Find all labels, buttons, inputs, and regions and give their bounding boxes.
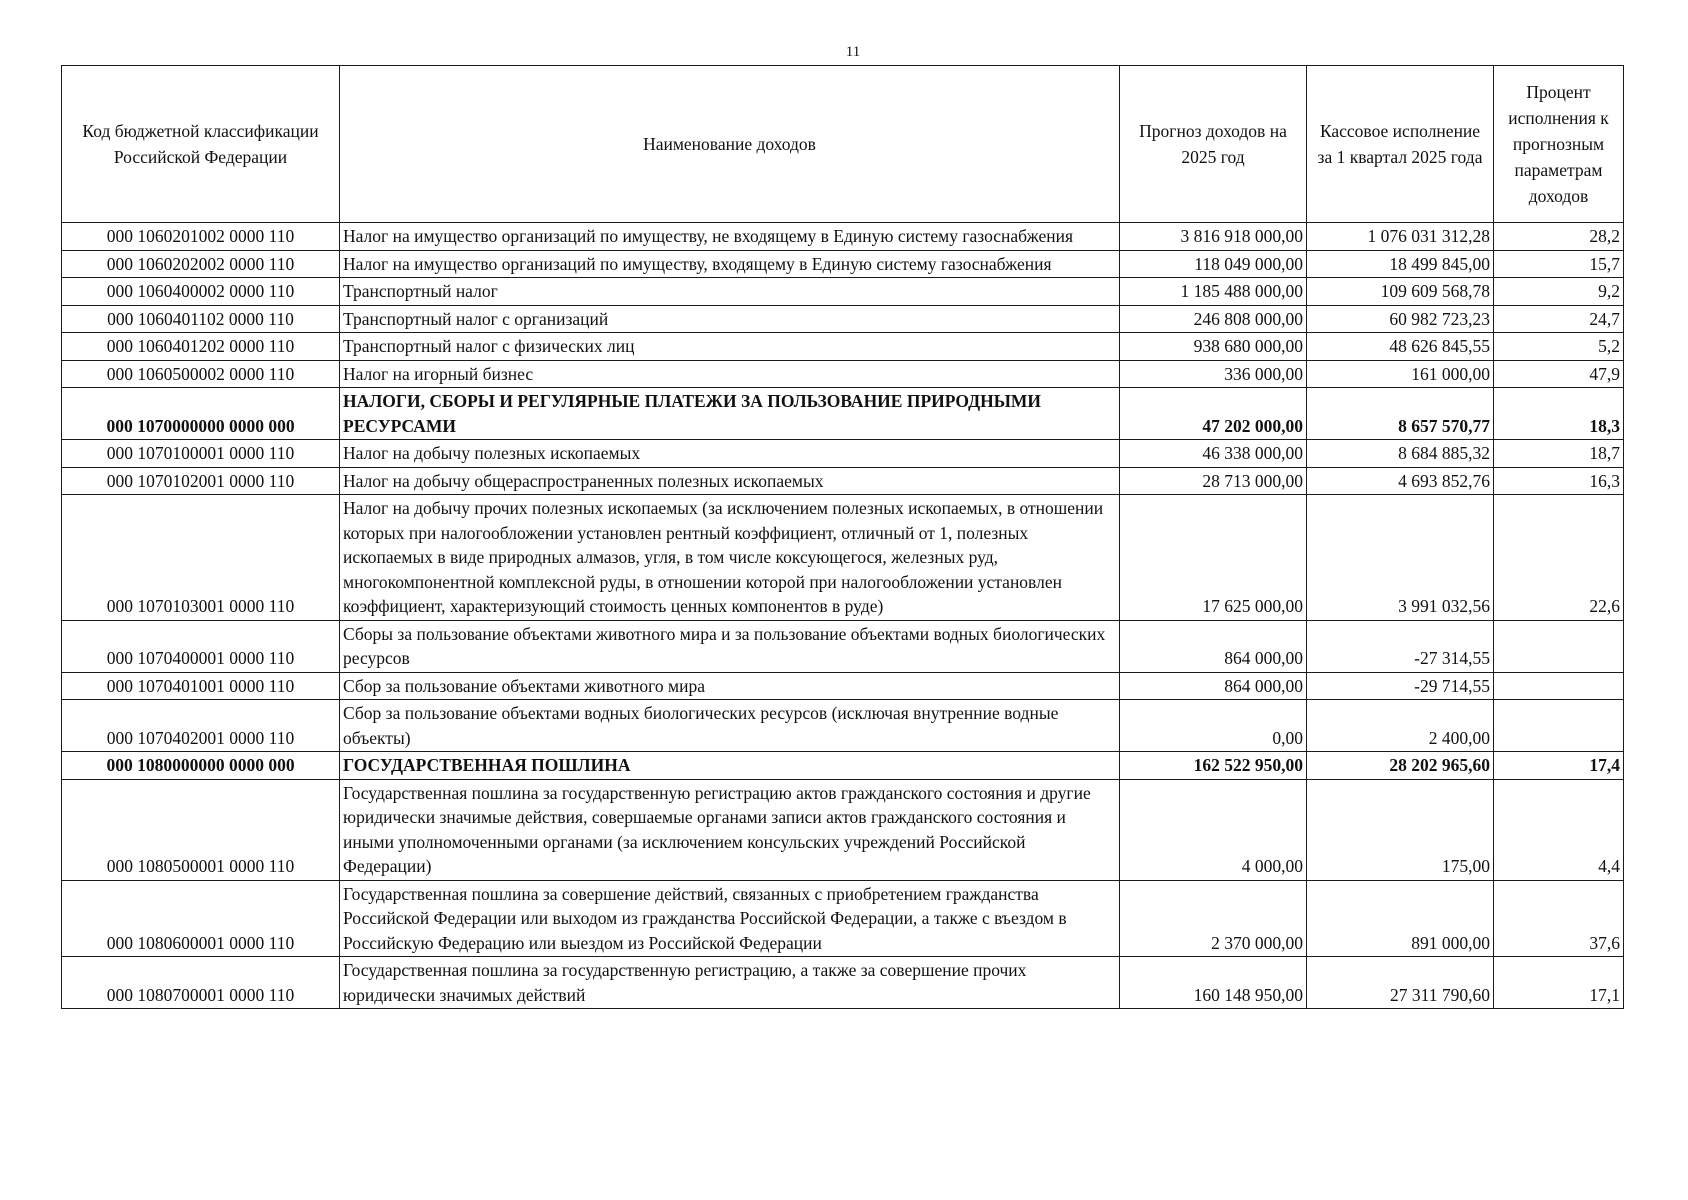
cell-execution: 8 684 885,32 xyxy=(1307,440,1494,468)
cell-name: Налог на добычу общераспространенных полезных ископаемых xyxy=(340,467,1120,495)
cell-execution: 8 657 570,77 xyxy=(1307,388,1494,440)
cell-forecast: 160 148 950,00 xyxy=(1120,957,1307,1009)
table-row xyxy=(62,672,1624,700)
table-row xyxy=(62,779,1624,880)
header-forecast: Прогноз доходов на 2025 год xyxy=(1120,66,1307,223)
table-row xyxy=(62,388,1624,440)
cell-forecast: 28 713 000,00 xyxy=(1120,467,1307,495)
cell-percent: 15,7 xyxy=(1494,250,1624,278)
cell-percent: 4,4 xyxy=(1494,779,1624,880)
cell-name: Государственная пошлина за государственную регистрацию, а также за совершение прочих юридически значимых действий xyxy=(340,957,1120,1009)
cell-percent: 22,6 xyxy=(1494,495,1624,621)
cell-name: НАЛОГИ, СБОРЫ И РЕГУЛЯРНЫЕ ПЛАТЕЖИ ЗА ПОЛЬЗОВАНИЕ ПРИРОДНЫМИ РЕСУРСАМИ xyxy=(340,388,1120,440)
cell-forecast: 938 680 000,00 xyxy=(1120,333,1307,361)
cell-code: 000 1070100001 0000 110 xyxy=(62,440,340,468)
cell-code: 000 1060401202 0000 110 xyxy=(62,333,340,361)
cell-name: Транспортный налог с организаций xyxy=(340,305,1120,333)
cell-forecast: 864 000,00 xyxy=(1120,672,1307,700)
cell-execution: 3 991 032,56 xyxy=(1307,495,1494,621)
cell-execution: 48 626 845,55 xyxy=(1307,333,1494,361)
cell-percent: 9,2 xyxy=(1494,278,1624,306)
cell-forecast: 47 202 000,00 xyxy=(1120,388,1307,440)
cell-code: 000 1070400001 0000 110 xyxy=(62,620,340,672)
table-row xyxy=(62,700,1624,752)
cell-name: Сборы за пользование объектами животного мира и за пользование объектами водных биологических ресурсов xyxy=(340,620,1120,672)
cell-code: 000 1070000000 0000 000 xyxy=(62,388,340,440)
table-row xyxy=(62,223,1624,251)
table-row xyxy=(62,957,1624,1009)
page-number: 11 xyxy=(845,44,861,60)
cell-name: Налог на игорный бизнес xyxy=(340,360,1120,388)
cell-forecast: 17 625 000,00 xyxy=(1120,495,1307,621)
cell-forecast: 2 370 000,00 xyxy=(1120,880,1307,957)
cell-forecast: 118 049 000,00 xyxy=(1120,250,1307,278)
header-name: Наименование доходов xyxy=(340,66,1120,223)
cell-code: 000 1070103001 0000 110 xyxy=(62,495,340,621)
cell-execution: 28 202 965,60 xyxy=(1307,752,1494,780)
cell-percent: 18,3 xyxy=(1494,388,1624,440)
cell-name: Налог на имущество организаций по имуществу, не входящему в Единую систему газоснабжения xyxy=(340,223,1120,251)
header-execution: Кассовое исполнение за 1 квартал 2025 года xyxy=(1307,66,1494,223)
cell-forecast: 246 808 000,00 xyxy=(1120,305,1307,333)
cell-forecast: 4 000,00 xyxy=(1120,779,1307,880)
cell-execution: -27 314,55 xyxy=(1307,620,1494,672)
cell-code: 000 1080000000 0000 000 xyxy=(62,752,340,780)
cell-code: 000 1080500001 0000 110 xyxy=(62,779,340,880)
table-row xyxy=(62,880,1624,957)
cell-execution: 109 609 568,78 xyxy=(1307,278,1494,306)
cell-code: 000 1070402001 0000 110 xyxy=(62,700,340,752)
table-body xyxy=(62,223,1624,1009)
cell-execution: 161 000,00 xyxy=(1307,360,1494,388)
cell-percent: 17,4 xyxy=(1494,752,1624,780)
cell-execution: 2 400,00 xyxy=(1307,700,1494,752)
cell-name: Транспортный налог xyxy=(340,278,1120,306)
cell-execution: 891 000,00 xyxy=(1307,880,1494,957)
cell-forecast: 336 000,00 xyxy=(1120,360,1307,388)
cell-code: 000 1070102001 0000 110 xyxy=(62,467,340,495)
cell-code: 000 1070401001 0000 110 xyxy=(62,672,340,700)
table-header xyxy=(62,66,1624,223)
cell-percent xyxy=(1494,700,1624,752)
cell-forecast: 0,00 xyxy=(1120,700,1307,752)
cell-name: Транспортный налог с физических лиц xyxy=(340,333,1120,361)
cell-name: Налог на добычу прочих полезных ископаемых (за исключением полезных ископаемых, в отношении которых при налогообложении установлен рентный коэффициент, отличный от 1, полезных ископаемых в виде природных алмазов, угля, в том числе коксующегося, железных руд, многокомпонентной комплексной руды, в отношении которой при налогообложении установлен коэффициент, характеризующий стоимость ценных компонентов в руде) xyxy=(340,495,1120,621)
table-row xyxy=(62,305,1624,333)
cell-percent xyxy=(1494,620,1624,672)
cell-name: Государственная пошлина за совершение действий, связанных с приобретением гражданства Российской Федерации или выходом из гражданства Российской Федерации, а также с въездом в Российскую Федерацию или выездом из Российской Федерации xyxy=(340,880,1120,957)
cell-percent: 37,6 xyxy=(1494,880,1624,957)
header-percent: Процент исполнения к прогнозным параметрам доходов xyxy=(1494,66,1624,223)
cell-execution: 27 311 790,60 xyxy=(1307,957,1494,1009)
cell-name: ГОСУДАРСТВЕННАЯ ПОШЛИНА xyxy=(340,752,1120,780)
cell-code: 000 1060202002 0000 110 xyxy=(62,250,340,278)
cell-percent: 28,2 xyxy=(1494,223,1624,251)
table-row xyxy=(62,495,1624,621)
cell-percent: 16,3 xyxy=(1494,467,1624,495)
revenue-table xyxy=(61,65,1624,1009)
cell-percent: 47,9 xyxy=(1494,360,1624,388)
cell-execution: 4 693 852,76 xyxy=(1307,467,1494,495)
cell-percent: 5,2 xyxy=(1494,333,1624,361)
cell-execution: -29 714,55 xyxy=(1307,672,1494,700)
cell-name: Государственная пошлина за государственную регистрацию актов гражданского состояния и другие юридически значимые действия, совершаемые органами записи актов гражданского состояния и иными уполномоченными органами (за исключением консульских учреждений Российской Федерации) xyxy=(340,779,1120,880)
header-code: Код бюджетной классификации Российской Федерации xyxy=(62,66,340,223)
table-row xyxy=(62,440,1624,468)
cell-name: Налог на имущество организаций по имуществу, входящему в Единую систему газоснабжения xyxy=(340,250,1120,278)
cell-name: Сбор за пользование объектами водных биологических ресурсов (исключая внутренние водные объекты) xyxy=(340,700,1120,752)
cell-code: 000 1080700001 0000 110 xyxy=(62,957,340,1009)
table-row xyxy=(62,620,1624,672)
table-row xyxy=(62,250,1624,278)
cell-execution: 1 076 031 312,28 xyxy=(1307,223,1494,251)
cell-forecast: 1 185 488 000,00 xyxy=(1120,278,1307,306)
cell-execution: 18 499 845,00 xyxy=(1307,250,1494,278)
cell-code: 000 1060401102 0000 110 xyxy=(62,305,340,333)
table-row xyxy=(62,333,1624,361)
cell-forecast: 3 816 918 000,00 xyxy=(1120,223,1307,251)
cell-forecast: 46 338 000,00 xyxy=(1120,440,1307,468)
cell-code: 000 1060400002 0000 110 xyxy=(62,278,340,306)
cell-percent: 17,1 xyxy=(1494,957,1624,1009)
cell-name: Налог на добычу полезных ископаемых xyxy=(340,440,1120,468)
table-row xyxy=(62,360,1624,388)
cell-name: Сбор за пользование объектами животного мира xyxy=(340,672,1120,700)
cell-execution: 60 982 723,23 xyxy=(1307,305,1494,333)
table-row xyxy=(62,467,1624,495)
cell-code: 000 1060500002 0000 110 xyxy=(62,360,340,388)
cell-forecast: 864 000,00 xyxy=(1120,620,1307,672)
cell-forecast: 162 522 950,00 xyxy=(1120,752,1307,780)
cell-percent: 24,7 xyxy=(1494,305,1624,333)
table-row xyxy=(62,752,1624,780)
table-row xyxy=(62,278,1624,306)
cell-code: 000 1060201002 0000 110 xyxy=(62,223,340,251)
cell-percent: 18,7 xyxy=(1494,440,1624,468)
cell-code: 000 1080600001 0000 110 xyxy=(62,880,340,957)
cell-execution: 175,00 xyxy=(1307,779,1494,880)
cell-percent xyxy=(1494,672,1624,700)
